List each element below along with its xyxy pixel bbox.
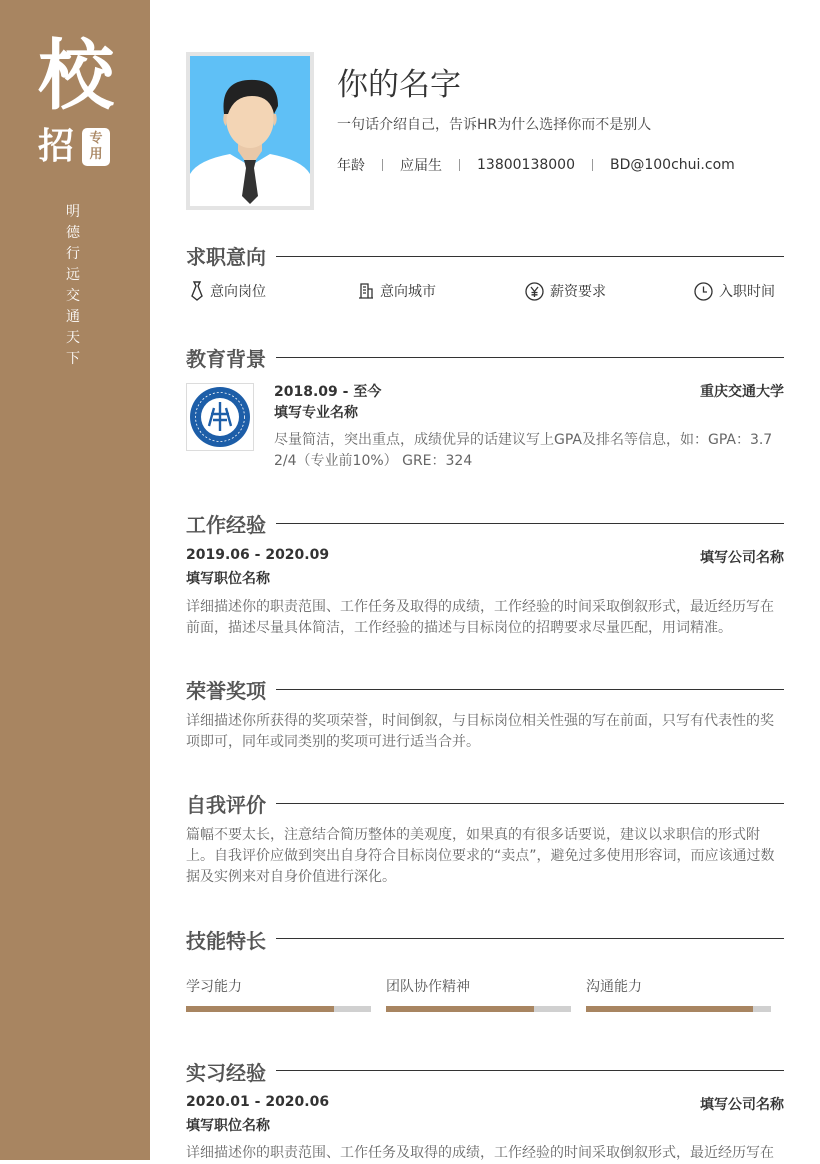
- contact-age: 年龄: [337, 158, 365, 174]
- exclusive-badge: [82, 128, 110, 166]
- section-divider: [276, 523, 784, 524]
- section-title-intent: 求职意向: [186, 245, 266, 269]
- honors-description: 详细描述你所获得的奖项荣誉，时间倒叙，与目标岗位相关性强的写在前面，只写有代表性的奖项即可，同年或同类别的奖项可进行适当合并。: [186, 713, 774, 750]
- work-company: 填写公司名称: [700, 550, 784, 566]
- internship-company: 填写公司名称: [700, 1097, 784, 1113]
- section-title-work: 工作经验: [186, 513, 266, 537]
- section-title-skills: 技能特长: [186, 929, 266, 953]
- skill-bar-fill: [386, 1006, 534, 1012]
- sidebar-motto: 明德行远交通天下: [66, 204, 80, 367]
- work-description: 详细描述你的职责范围、工作任务及取得的成绩，工作经验的时间采取倒叙形式，最近经历写在前面，描述尽量具体简洁，工作经验的描述与目标岗位的招聘要求尽量匹配，用词精准。: [186, 599, 774, 636]
- intent-city: [358, 281, 436, 301]
- section-title-self-eval: 自我评价: [186, 793, 266, 817]
- intent-position: [190, 281, 266, 301]
- intent-position-label: 意向岗位: [210, 284, 266, 300]
- self-eval-description: 篇幅不要太长，注意结合简历整体的美观度，如果真的有很多话要说，建议以求职信的形式附上。自我评价应做到突出自身符合目标岗位要求的“卖点”，避免过多使用形容词，而应该通过数据及实例来对自身价值进行深化。: [186, 827, 775, 885]
- sidebar: [0, 0, 150, 1160]
- section-title-education: 教育背景: [186, 347, 266, 371]
- avatar: [186, 52, 314, 210]
- skill-bar-fill: [186, 1006, 334, 1012]
- skill-bar-fill: [586, 1006, 753, 1012]
- contact-phone: 13800138000: [477, 157, 575, 173]
- skill-bar-track: [186, 1006, 371, 1012]
- university-logo: [186, 383, 254, 451]
- work-position: 填写职位名称: [186, 571, 270, 587]
- section-title-honors: 荣誉奖项: [186, 679, 266, 703]
- section-divider: [276, 1070, 784, 1071]
- badge-line-2: 用: [89, 147, 103, 162]
- section-title-internship: 实习经验: [186, 1061, 266, 1085]
- yen-icon: [525, 282, 544, 301]
- skill-bar-track: [586, 1006, 771, 1012]
- intent-start-date: [694, 281, 775, 301]
- separator: [459, 159, 460, 171]
- sidebar-big-char: 校: [38, 31, 114, 120]
- section-divider: [276, 689, 784, 690]
- section-divider: [276, 938, 784, 939]
- education-period: 2018.09 - 至今: [274, 384, 382, 400]
- clock-icon: [694, 282, 713, 301]
- section-divider: [276, 256, 784, 257]
- intent-salary-label: 薪资要求: [550, 284, 606, 300]
- skill-bar-track: [386, 1006, 571, 1012]
- candidate-name: 你的名字: [337, 67, 461, 103]
- contact-status: 应届生: [400, 158, 442, 174]
- separator: [382, 159, 383, 171]
- section-divider: [276, 803, 784, 804]
- badge-line-1: 专: [89, 131, 103, 146]
- skill-label: 沟通能力: [586, 979, 642, 995]
- internship-position: 填写职位名称: [186, 1118, 270, 1134]
- contact-info: [337, 155, 735, 175]
- section-divider: [276, 357, 784, 358]
- work-period: 2019.06 - 2020.09: [186, 547, 330, 563]
- skill-label: 学习能力: [186, 979, 242, 995]
- separator: [592, 159, 593, 171]
- education-description: 尽量简洁，突出重点，成绩优异的话建议写上GPA及排名等信息，如：GPA：3.72/4（专业前10%） GRE：324: [274, 432, 773, 469]
- person-silhouette-icon: [190, 56, 310, 206]
- internship-description: 详细描述你的职责范围、工作任务及取得的成绩，工作经验的时间采取倒叙形式，最近经历写在: [186, 1145, 774, 1161]
- building-icon: [358, 283, 374, 299]
- education-major: 填写专业名称: [274, 405, 358, 421]
- intent-start-date-label: 入职时间: [719, 284, 775, 300]
- university-emblem-icon: [187, 384, 253, 450]
- tie-icon: [190, 281, 204, 301]
- intent-city-label: 意向城市: [380, 284, 436, 300]
- internship-period: 2020.01 - 2020.06: [186, 1094, 330, 1110]
- tagline: 一句话介绍自己，告诉HR为什么选择你而不是别人: [337, 117, 652, 133]
- contact-email: BD@100chui.com: [609, 157, 735, 173]
- education-school: 重庆交通大学: [700, 384, 784, 400]
- sidebar-mid-char: 招: [38, 125, 75, 167]
- intent-salary: [525, 281, 606, 301]
- skill-label: 团队协作精神: [386, 979, 470, 995]
